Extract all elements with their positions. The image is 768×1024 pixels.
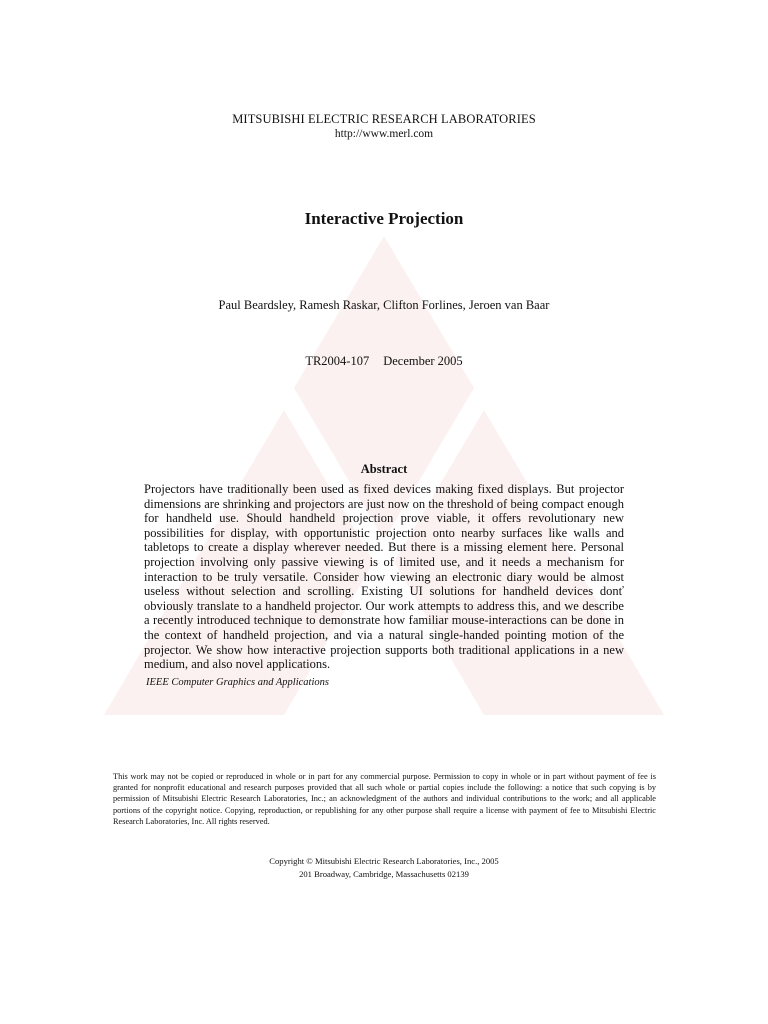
report-info: [0, 354, 768, 369]
address-line: 201 Broadway, Cambridge, Massachusetts 02139: [299, 869, 469, 879]
paper-title: Interactive Projection: [304, 209, 464, 228]
abstract-body: Projectors have traditionally been used as fixed devices making fixed displays. But projector dimensions are shrinking and projectors are just now on the threshold of being compact enough for handheld use. Should handheld projection prove viable, it offers revolutionary new possibilities for display, with opportunistic projection onto nearby surfaces like walls and tabletops to create a display wherever needed. But there is a missing element here. Personal projection involving only passive viewing is of limited use, and it needs a mechanism for interaction to be truly versatile. Consider how viewing an electronic diary would be almost useless without selection and scrolling. Existing UI solutions for handheld devices donť obviously translate to a handheld projector. Our work attempts to address this, and we describe a recently introduced technique to demonstrate how familiar mouse-interactions can be done in the context of handheld projection, and via a natural single-handed pointing motion of the projector. We show how interactive projection supports both traditional applications in a new medium, and also novel applications.: [144, 482, 624, 672]
journal-name: IEEE Computer Graphics and Applications: [146, 677, 329, 688]
abstract-heading: Abstract: [360, 462, 408, 476]
report-number: TR2004-107: [305, 354, 370, 368]
lab-name: MITSUBISHI ELECTRIC RESEARCH LABORATORIES: [232, 112, 536, 126]
lab-url-link[interactable]: http://www.merl.com: [334, 128, 434, 140]
copyright-notice: This work may not be copied or reproduced in whole or in part for any commercial purpose. Permission to copy in whole or in part without payment of fee is granted for nonprofit educational and research purposes provided that all such whole or partial copies include the following: a notice that such copying is by permission of Mitsubishi Electric Research Laboratories, Inc.; an acknowledgment of the authors and individual contributions to the work; and all applicable portions of the copyright notice. Copying, reproduction, or republishing for any other purpose shall require a license with payment of fee to Mitsubishi Electric Research Laboratories, Inc. All rights reserved.: [113, 772, 656, 826]
paper-authors: Paul Beardsley, Ramesh Raskar, Clifton Forlines, Jeroen van Baar: [218, 298, 550, 312]
copyright-line: Copyright © Mitsubishi Electric Research Laboratories, Inc., 2005: [269, 856, 499, 866]
report-date: December 2005: [383, 354, 463, 368]
